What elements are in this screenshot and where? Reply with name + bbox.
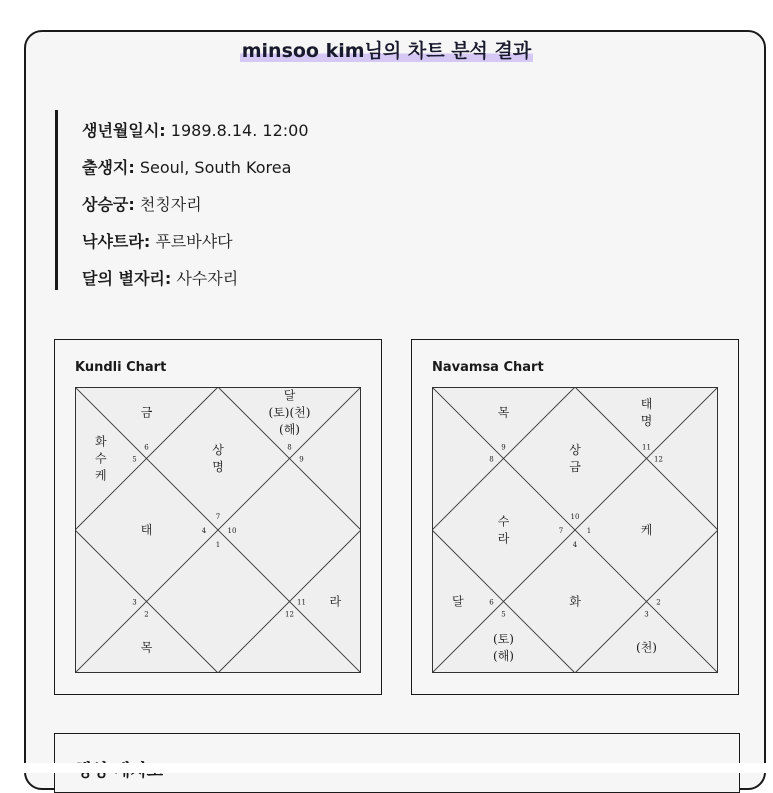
- title-suffix: 님의 차트 분석 결과: [364, 40, 532, 62]
- birthplace-row: [82, 155, 291, 178]
- kundli-house-9-sign: 11: [297, 598, 306, 607]
- navamsa-house-1-planet: 금: [569, 460, 581, 474]
- kundli-chart-title: Kundli Chart: [75, 360, 167, 375]
- kundli-house-6-planet: 목: [140, 640, 153, 655]
- nakshatra-row: [82, 229, 233, 252]
- kundli-house-11-sign: 9: [299, 455, 304, 464]
- navamsa-chart-title: Navamsa Chart: [432, 360, 544, 375]
- navamsa-house-12-sign: 11: [642, 443, 651, 452]
- navamsa-chart-panel: [411, 339, 739, 695]
- page-title: [0, 36, 773, 63]
- navamsa-house-9-sign: 2: [656, 598, 661, 607]
- navamsa-house-12-planet: 명: [640, 414, 653, 429]
- navamsa-house-7-planet: 화: [569, 594, 581, 609]
- kundli-house-4-sign: 4: [201, 527, 207, 535]
- kundli-house-12-planet: (토)(천): [268, 405, 311, 420]
- navamsa-house-4-sign: 7: [558, 527, 564, 535]
- nakshatra-value: 푸르바샤다: [155, 232, 233, 251]
- kundli-house-10-sign: 10: [227, 527, 237, 535]
- navamsa-house-6-planet: (토): [493, 631, 514, 646]
- birthplace-label: 출생지:: [82, 158, 135, 177]
- birth-datetime-row: [82, 118, 309, 141]
- kundli-chart: [75, 387, 361, 673]
- kundli-house-7-sign: 1: [215, 541, 221, 549]
- kundli-house-3-planet: 수: [94, 451, 107, 466]
- kundli-house-2-planet: 금: [140, 405, 153, 420]
- navamsa-house-1-planet: 상: [569, 443, 581, 457]
- ascendant-label: 상승궁:: [82, 195, 135, 214]
- moon-sign-value: 사수자리: [176, 269, 239, 288]
- moon-sign-label: 달의 별자리:: [82, 269, 172, 288]
- kundli-chart-panel: [54, 339, 382, 695]
- kundli-house-6-sign: 2: [144, 610, 149, 619]
- navamsa-house-4-planet: 수: [497, 514, 510, 529]
- navamsa-house-10-sign: 1: [586, 527, 592, 535]
- navamsa-house-6-planet: (해): [493, 648, 514, 663]
- kundli-house-12-planet: (해): [279, 422, 300, 437]
- navamsa-chart: [432, 387, 718, 673]
- navamsa-house-8-sign: 3: [644, 610, 649, 619]
- navamsa-house-7-sign: 4: [572, 541, 578, 549]
- kundli-house-3-planet: 케: [94, 468, 107, 483]
- navamsa-house-8-planet: (천): [636, 640, 657, 655]
- navamsa-house-5-planet: 달: [451, 594, 464, 609]
- kundli-house-8-sign: 12: [285, 610, 294, 619]
- kundli-house-9-planet: 라: [329, 594, 342, 609]
- moon-sign-row: [82, 266, 238, 289]
- ascendant-value: 천칭자리: [139, 195, 202, 214]
- kundli-house-1-sign: 7: [215, 513, 221, 521]
- viewport-cutoff: [0, 763, 773, 773]
- birth-datetime-value: 1989.8.14. 12:00: [170, 121, 309, 140]
- birthplace-value: Seoul, South Korea: [139, 158, 292, 177]
- kundli-house-12-sign: 8: [287, 443, 292, 452]
- navamsa-house-12-planet: 태: [640, 397, 653, 412]
- navamsa-house-11-sign: 12: [654, 455, 663, 464]
- navamsa-house-3-sign: 8: [489, 455, 494, 464]
- kundli-house-1-planet: 상: [212, 443, 224, 457]
- kundli-house-3-planet: 화: [94, 434, 107, 449]
- birth-info-block: [55, 110, 458, 290]
- kundli-house-3-sign: 5: [132, 455, 137, 464]
- navamsa-house-4-planet: 라: [497, 531, 510, 546]
- navamsa-house-1-sign: 10: [570, 513, 580, 521]
- kundli-house-12-planet: 달: [283, 388, 296, 403]
- navamsa-house-6-sign: 5: [501, 610, 506, 619]
- nakshatra-label: 낙샤트라:: [82, 232, 151, 251]
- title-highlight: [240, 40, 534, 62]
- navamsa-house-2-planet: 목: [497, 405, 510, 420]
- kundli-house-4-planet: 태: [140, 523, 153, 537]
- ascendant-row: [82, 192, 202, 215]
- birth-datetime-label: 생년월일시:: [82, 121, 166, 140]
- kundli-house-5-sign: 3: [132, 598, 137, 607]
- navamsa-house-5-sign: 6: [489, 598, 494, 607]
- kundli-house-2-sign: 6: [144, 443, 149, 452]
- navamsa-house-10-planet: 케: [640, 523, 653, 537]
- title-name: minsoo kim: [241, 40, 365, 62]
- kundli-house-1-planet: 명: [212, 460, 224, 474]
- navamsa-house-2-sign: 9: [501, 443, 506, 452]
